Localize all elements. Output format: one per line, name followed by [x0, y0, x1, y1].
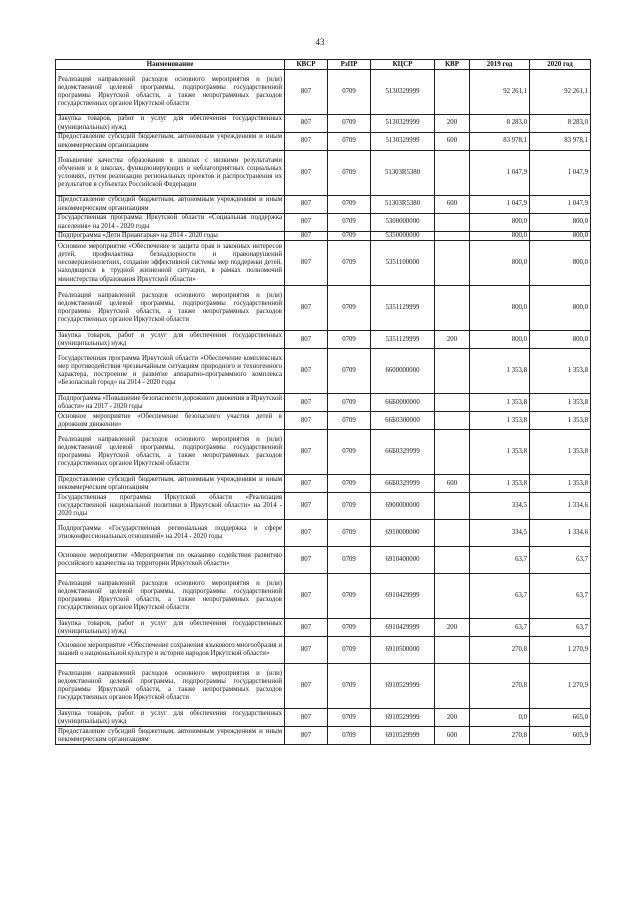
row-kcsr: 51303R5380	[371, 151, 435, 196]
row-name: Реализация направлений расходов основного мероприятия и (или) ведомственной целевой программы, подпрограммы государственной программы Иркутской области, а также непрограммных расходов государственных органов Иркутской области	[56, 70, 285, 115]
row-rzpr: 0709	[328, 475, 371, 493]
row-rzpr: 0709	[328, 412, 371, 430]
table-row	[56, 133, 591, 151]
row-kvsr: 807	[285, 493, 328, 520]
row-amount-2019: 1 353,8	[470, 475, 530, 493]
row-kvr: 200	[435, 115, 470, 133]
row-amount-2020: 1 353,8	[530, 475, 591, 493]
column-header-2020: 2020 год	[530, 60, 591, 70]
row-kvsr: 807	[285, 286, 328, 331]
table-row	[56, 214, 591, 232]
row-name: Закупка товаров, работ и услуг для обеспечения государственных (муниципальных) нужд	[56, 331, 285, 349]
row-rzpr: 0709	[328, 349, 371, 394]
row-amount-2019: 270,8	[470, 664, 530, 709]
table-row	[56, 151, 591, 196]
row-kcsr: 66Б0329999	[371, 430, 435, 475]
table-row	[56, 232, 591, 241]
column-header-kvsr: КВСР	[285, 60, 328, 70]
table-row	[56, 241, 591, 286]
row-amount-2020: 63,7	[530, 547, 591, 574]
row-kvr	[435, 349, 470, 394]
row-kvsr: 807	[285, 349, 328, 394]
row-rzpr: 0709	[328, 151, 371, 196]
column-header-name: Наименование	[56, 60, 285, 70]
row-amount-2020: 605,9	[530, 727, 591, 745]
row-kvsr: 807	[285, 430, 328, 475]
row-name: Закупка товаров, работ и услуг для обеспечения государственных (муниципальных) нужд	[56, 709, 285, 727]
row-kvsr: 807	[285, 412, 328, 430]
row-amount-2020: 1 047,9	[530, 196, 591, 214]
row-kcsr: 66Б0300000	[371, 412, 435, 430]
row-name: Подпрограмма «Государственная региональная поддержка в сфере этноконфессиональных отношений» на 2014 - 2020 годы	[56, 520, 285, 547]
row-amount-2020: 63,7	[530, 574, 591, 619]
table-row	[56, 331, 591, 349]
row-kvr	[435, 547, 470, 574]
row-amount-2019: 270,8	[470, 727, 530, 745]
table-row	[56, 709, 591, 727]
row-amount-2020: 1 353,8	[530, 394, 591, 412]
row-kvr	[435, 574, 470, 619]
row-amount-2020: 800,0	[530, 331, 591, 349]
row-name: Государственная программа Иркутской области «Обеспечение комплексных мер противодействия чрезвычайным ситуациям природного и техногенного характера, построение и развитие аппаратно-программного комплекса «Безопасный город» на 2014 - 2020 годы	[56, 349, 285, 394]
row-name: Подпрограмма «Повышение безопасности дорожного движения в Иркутской области» на 2017 - 2020 годы	[56, 394, 285, 412]
row-amount-2020: 800,0	[530, 286, 591, 331]
row-name: Государственная программа Иркутской области «Социальная поддержка населения» на 2014 - 2020 годы	[56, 214, 285, 232]
row-rzpr: 0709	[328, 394, 371, 412]
row-name: Основное мероприятие «Обеспечение и защита прав и законных интересов детей, профилактика безнадзорности и правонарушений несовершеннолетних, создание эффективной системы мер поддержки детей, находящихся в трудной жизненной ситуации, в рамках полномочий министерства образования Иркутской области»	[56, 241, 285, 286]
row-name: Закупка товаров, работ и услуг для обеспечения государственных (муниципальных) нужд	[56, 115, 285, 133]
row-amount-2020: 1 334,6	[530, 493, 591, 520]
row-kvr: 600	[435, 475, 470, 493]
row-name: Предоставление субсидий бюджетным, автономным учреждениям и иным некоммерческим организациям	[56, 475, 285, 493]
row-kcsr: 6900000000	[371, 493, 435, 520]
row-amount-2019: 8 283,0	[470, 115, 530, 133]
row-rzpr: 0709	[328, 574, 371, 619]
row-amount-2019: 1 353,8	[470, 394, 530, 412]
row-kvr: 600	[435, 196, 470, 214]
table-row	[56, 412, 591, 430]
row-amount-2019: 63,7	[470, 574, 530, 619]
row-amount-2019: 63,7	[470, 619, 530, 637]
row-kvr	[435, 241, 470, 286]
row-amount-2019: 800,0	[470, 232, 530, 241]
row-rzpr: 0709	[328, 727, 371, 745]
row-kcsr: 6910429999	[371, 574, 435, 619]
row-amount-2019: 334,5	[470, 493, 530, 520]
table-header-row	[56, 60, 591, 70]
row-kcsr: 5350000000	[371, 232, 435, 241]
row-amount-2019: 800,0	[470, 241, 530, 286]
table-row	[56, 70, 591, 115]
row-amount-2019: 1 353,8	[470, 349, 530, 394]
row-name: Реализация направлений расходов основного мероприятия и (или) ведомственной целевой программы, подпрограммы государственной программы Иркутской области, а также непрограммных расходов государственных органов Иркутской области	[56, 286, 285, 331]
row-name: Основное мероприятие «Мероприятия по оказанию содействия развитию российского казачества на территории Иркутской области»	[56, 547, 285, 574]
row-amount-2019: 1 047,9	[470, 196, 530, 214]
column-header-kcsr: КЦСР	[371, 60, 435, 70]
table-row	[56, 574, 591, 619]
row-rzpr: 0709	[328, 241, 371, 286]
table-row	[56, 619, 591, 637]
row-name: Основное мероприятие «Обеспечение безопасного участия детей в дорожном движении»	[56, 412, 285, 430]
row-amount-2019: 63,7	[470, 547, 530, 574]
row-name: Реализация направлений расходов основного мероприятия и (или) ведомственной целевой программы, подпрограммы государственной программы Иркутской области, а также непрограммных расходов государственных органов Иркутской области	[56, 664, 285, 709]
row-amount-2020: 1 334,6	[530, 520, 591, 547]
row-kvr: 600	[435, 133, 470, 151]
row-kvr	[435, 412, 470, 430]
row-kcsr: 6910529999	[371, 709, 435, 727]
row-amount-2020: 63,7	[530, 619, 591, 637]
row-kvr: 200	[435, 619, 470, 637]
row-amount-2020: 1 353,8	[530, 430, 591, 475]
row-kcsr: 6600000000	[371, 349, 435, 394]
row-kvsr: 807	[285, 133, 328, 151]
table-row	[56, 664, 591, 709]
row-kcsr: 5300000000	[371, 214, 435, 232]
row-kvr	[435, 493, 470, 520]
table-row	[56, 493, 591, 520]
row-name: Реализация направлений расходов основного мероприятия и (или) ведомственной целевой программы, подпрограммы государственной программы Иркутской области, а также непрограммных расходов государственных органов Иркутской области	[56, 430, 285, 475]
row-kvsr: 807	[285, 70, 328, 115]
row-rzpr: 0709	[328, 664, 371, 709]
table-row	[56, 286, 591, 331]
row-name: Предоставление субсидий бюджетным, автономным учреждениям и иным некоммерческим организациям	[56, 133, 285, 151]
row-kvsr: 807	[285, 241, 328, 286]
page-number: 43	[315, 37, 325, 47]
table-row	[56, 637, 591, 664]
row-amount-2020: 800,0	[530, 241, 591, 286]
row-name: Предоставление субсидий бюджетным, автономным учреждениям и иным некоммерческим организациям	[56, 727, 285, 745]
row-kvr: 200	[435, 709, 470, 727]
row-amount-2019: 1 047,9	[470, 151, 530, 196]
row-kcsr: 51303R5380	[371, 196, 435, 214]
row-amount-2019: 83 978,1	[470, 133, 530, 151]
row-name: Реализация направлений расходов основного мероприятия и (или) ведомственной целевой программы, подпрограммы государственной программы Иркутской области, а также непрограммных расходов государственных органов Иркутской области	[56, 574, 285, 619]
row-kvsr: 807	[285, 664, 328, 709]
row-amount-2020: 800,0	[530, 232, 591, 241]
row-amount-2020: 800,0	[530, 214, 591, 232]
row-kvsr: 807	[285, 619, 328, 637]
row-rzpr: 0709	[328, 430, 371, 475]
row-kcsr: 66Б0329999	[371, 475, 435, 493]
row-amount-2020: 1 047,9	[530, 151, 591, 196]
row-kvsr: 807	[285, 151, 328, 196]
row-kvr	[435, 151, 470, 196]
row-rzpr: 0709	[328, 196, 371, 214]
row-kvr	[435, 214, 470, 232]
row-amount-2020: 1 353,8	[530, 412, 591, 430]
row-amount-2019: 92 261,1	[470, 70, 530, 115]
row-kvsr: 807	[285, 637, 328, 664]
row-kcsr: 5130329999	[371, 70, 435, 115]
budget-table	[55, 59, 591, 745]
row-kvr	[435, 286, 470, 331]
row-rzpr: 0709	[328, 115, 371, 133]
row-rzpr: 0709	[328, 286, 371, 331]
row-rzpr: 0709	[328, 331, 371, 349]
row-kvsr: 807	[285, 475, 328, 493]
row-name: Основное мероприятие «Обеспечение сохранения языкового многообразия и знаний о национальной культуре и истории народов Иркутской области»	[56, 637, 285, 664]
column-header-rzpr: РзПР	[328, 60, 371, 70]
row-amount-2019: 0,0	[470, 709, 530, 727]
row-kcsr: 6910529999	[371, 664, 435, 709]
row-kcsr: 5351100000	[371, 241, 435, 286]
row-rzpr: 0709	[328, 70, 371, 115]
row-rzpr: 0709	[328, 133, 371, 151]
table-row	[56, 196, 591, 214]
row-kcsr: 66Б0000000	[371, 394, 435, 412]
column-header-2019: 2019 год	[470, 60, 530, 70]
row-kvsr: 807	[285, 232, 328, 241]
row-kvsr: 807	[285, 115, 328, 133]
row-name: Повышение качества образования в школах с низкими результатами обучения и в школах, функционирующих в неблагоприятных социальных условиях, путем реализации региональных проектов и распространения их результатов в субъектах Российской Федерации	[56, 151, 285, 196]
row-amount-2020: 92 261,1	[530, 70, 591, 115]
table-row	[56, 475, 591, 493]
row-kvr	[435, 430, 470, 475]
row-kvr	[435, 520, 470, 547]
row-kvsr: 807	[285, 520, 328, 547]
table-row	[56, 430, 591, 475]
row-kcsr: 6910429999	[371, 619, 435, 637]
row-kvr	[435, 232, 470, 241]
table-row	[56, 349, 591, 394]
row-kvsr: 807	[285, 547, 328, 574]
row-kvr	[435, 664, 470, 709]
row-kvsr: 807	[285, 214, 328, 232]
row-kvsr: 807	[285, 727, 328, 745]
row-name: Закупка товаров, работ и услуг для обеспечения государственных (муниципальных) нужд	[56, 619, 285, 637]
row-rzpr: 0709	[328, 619, 371, 637]
row-amount-2020: 8 283,0	[530, 115, 591, 133]
table-row	[56, 115, 591, 133]
row-amount-2019: 800,0	[470, 214, 530, 232]
row-rzpr: 0709	[328, 547, 371, 574]
table-row	[56, 547, 591, 574]
row-amount-2020: 83 978,1	[530, 133, 591, 151]
row-rzpr: 0709	[328, 520, 371, 547]
row-kvsr: 807	[285, 574, 328, 619]
row-kvr: 200	[435, 331, 470, 349]
row-amount-2019: 800,0	[470, 286, 530, 331]
table-row	[56, 394, 591, 412]
row-amount-2020: 1 353,8	[530, 349, 591, 394]
row-amount-2020: 1 270,9	[530, 637, 591, 664]
row-name: Государственная программа Иркутской области «Реализация государственной национальной политики в Иркутской области» на 2014 - 2020 годы	[56, 493, 285, 520]
row-kvr: 600	[435, 727, 470, 745]
row-amount-2019: 800,0	[470, 331, 530, 349]
row-kvr	[435, 394, 470, 412]
row-kcsr: 5351129999	[371, 286, 435, 331]
row-rzpr: 0709	[328, 709, 371, 727]
row-name: Подпрограмма «Дети Приангарья» на 2014 - 2020 годы	[56, 232, 285, 241]
row-amount-2019: 1 353,8	[470, 430, 530, 475]
row-amount-2020: 1 270,9	[530, 664, 591, 709]
row-kcsr: 6910400000	[371, 547, 435, 574]
table-row	[56, 520, 591, 547]
row-kcsr: 6910500000	[371, 637, 435, 664]
column-header-kvr: КВР	[435, 60, 470, 70]
row-rzpr: 0709	[328, 214, 371, 232]
row-kvsr: 807	[285, 196, 328, 214]
row-kcsr: 5130329999	[371, 115, 435, 133]
row-amount-2019: 334,5	[470, 520, 530, 547]
row-rzpr: 0709	[328, 493, 371, 520]
row-kvr	[435, 70, 470, 115]
row-kvsr: 807	[285, 709, 328, 727]
row-rzpr: 0709	[328, 637, 371, 664]
row-kcsr: 5130329999	[371, 133, 435, 151]
row-amount-2019: 270,8	[470, 637, 530, 664]
row-kvr	[435, 637, 470, 664]
row-amount-2019: 1 353,8	[470, 412, 530, 430]
row-kcsr: 5351129999	[371, 331, 435, 349]
table-row	[56, 727, 591, 745]
row-kvsr: 807	[285, 331, 328, 349]
row-name: Предоставление субсидий бюджетным, автономным учреждениям и иным некоммерческим организациям	[56, 196, 285, 214]
row-kcsr: 6910000000	[371, 520, 435, 547]
row-kcsr: 6910529999	[371, 727, 435, 745]
row-kvsr: 807	[285, 394, 328, 412]
row-rzpr: 0709	[328, 232, 371, 241]
row-amount-2020: 665,0	[530, 709, 591, 727]
